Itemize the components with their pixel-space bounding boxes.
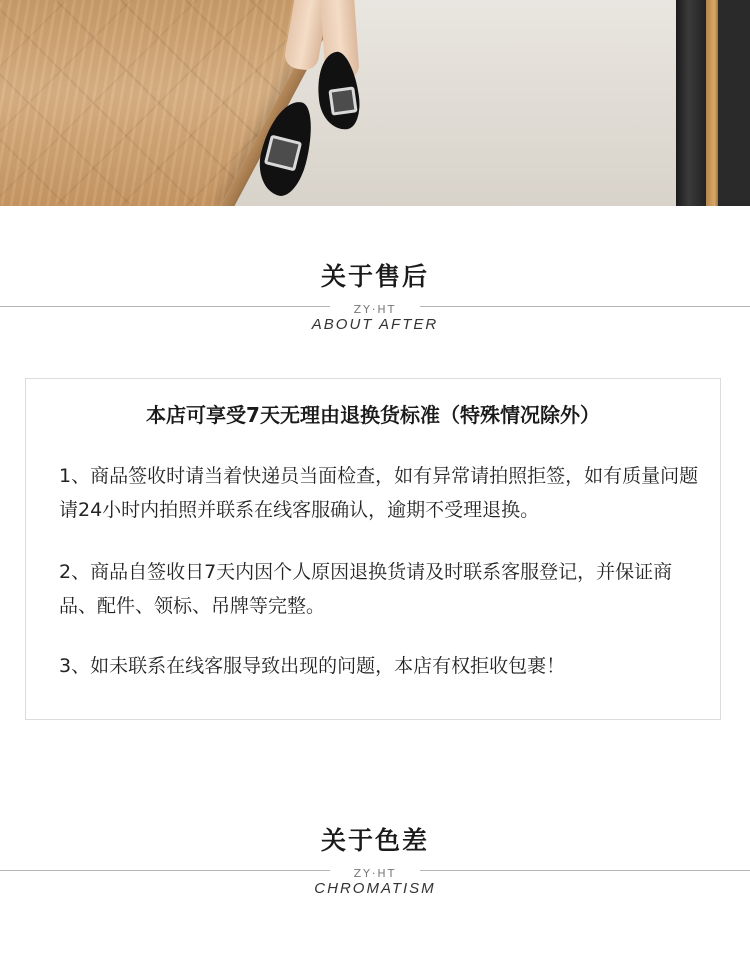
policy-heading: 本店可享受7天无理由退换货标准（特殊情况除外） [146, 403, 600, 427]
policy-item-1: 1、商品签收时请当着快递员当面检查，如有异常请拍照拒签，如有质量问题请24小时内拍照并联系在线客服确认，逾期不受理退换。 [59, 465, 699, 521]
chromatism-title: 关于色差 [320, 826, 429, 855]
chromatism-english: CHROMATISM [314, 880, 436, 897]
after-sales-header [0, 262, 750, 334]
chromatism-header [0, 826, 750, 898]
window-background [718, 0, 750, 206]
divider-left [0, 306, 330, 307]
policy-item-2: 2、商品自签收日7天内因个人原因退换货请及时联系客服登记，并保证商品、配件、领标、吊牌等完整。 [59, 561, 673, 617]
after-sales-subtitle-row [0, 298, 750, 314]
divider-right [420, 306, 750, 307]
chromatism-brand: ZY·HT [353, 867, 397, 880]
product-photo [0, 0, 750, 206]
divider-left [0, 870, 330, 871]
chromatism-subtitle-row [0, 862, 750, 878]
policy-item-3: 3、如未联系在线客服导致出现的问题，本店有权拒收包裹！ [59, 655, 566, 677]
after-sales-brand: ZY·HT [353, 303, 397, 316]
divider-right [420, 870, 750, 871]
return-policy-box [25, 378, 721, 720]
after-sales-title: 关于售后 [320, 262, 429, 291]
shoe-buckle-right [328, 86, 357, 115]
after-sales-english: ABOUT AFTER [311, 316, 439, 333]
